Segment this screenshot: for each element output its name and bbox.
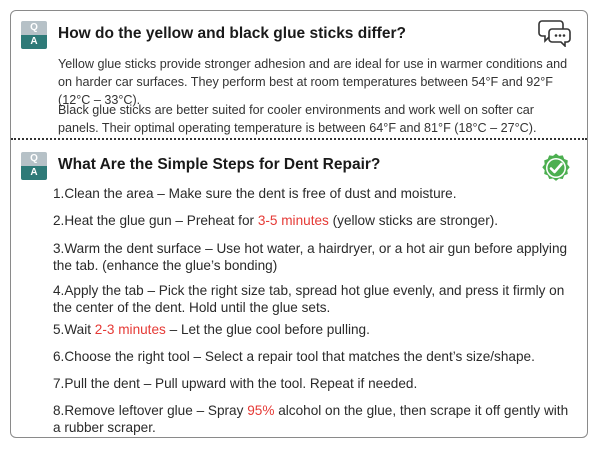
yellow-glue-paragraph: Yellow glue sticks provide stronger adhesion and are ideal for use in warmer conditions and on harder car surfaces. They perform best at room temperatures between 54°F and 92°F (12°C – 33°C).: [58, 57, 568, 107]
step-text: 7.Pull the dent – Pull upward with the tool. Repeat if needed.: [53, 376, 418, 391]
step-text: 2.Heat the glue gun – Preheat for: [53, 213, 258, 228]
qa-badge: [21, 21, 47, 49]
faq-card: [10, 10, 588, 438]
section2-title: What Are the Simple Steps for Dent Repair?: [58, 156, 381, 173]
step-text: 4.Apply the tab – Pick the right size tab, spread hot glue evenly, and press it firmly on the center of the dent. Hold until the glue sets.: [53, 283, 565, 315]
badge-q: Q: [21, 21, 47, 35]
black-glue-paragraph: Black glue sticks are better suited for cooler environments and work well on softer car panels. Their optimal operating temperature is between 64°F and 81°F (18°C – 27°C).: [58, 103, 537, 135]
step-highlight: 2-3 minutes: [94, 322, 166, 337]
step-item: [53, 212, 578, 229]
step-item: [53, 185, 578, 202]
step-text: 5.Wait: [53, 322, 95, 337]
step-text: 1.Clean the area – Make sure the dent is free of dust and moisture.: [53, 186, 457, 201]
step-text: 3.Warm the dent surface – Use hot water, a hairdryer, or a hot air gun before applying the tab. (enhance the glue’s bonding): [53, 241, 568, 273]
step-highlight: 3-5 minutes: [257, 213, 329, 228]
badge-a: A: [21, 35, 47, 49]
section-divider: [11, 138, 587, 140]
qa-badge: [21, 152, 47, 180]
green-check-icon: [540, 152, 572, 184]
step-item: [53, 240, 578, 274]
step-text: 8.Remove leftover glue – Spray: [53, 403, 248, 418]
step-item: [53, 402, 578, 436]
badge-a: A: [21, 166, 47, 180]
step-text: (yellow sticks are stronger).: [328, 213, 499, 228]
badge-q: Q: [21, 152, 47, 166]
step-text: 6.Choose the right tool – Select a repair tool that matches the dent’s size/shape.: [53, 349, 535, 364]
step-text: – Let the glue cool before pulling.: [165, 322, 370, 337]
step-item: [53, 321, 578, 338]
step-item: [53, 348, 578, 365]
step-item: [53, 282, 578, 316]
step-item: [53, 375, 578, 392]
step-highlight: 95%: [247, 403, 275, 418]
section1-title: How do the yellow and black glue sticks differ?: [58, 25, 406, 42]
step-text: alcohol on the glue, then scrape it off gently with a rubber scraper.: [53, 403, 569, 435]
chat-bubbles-icon: [538, 17, 572, 47]
